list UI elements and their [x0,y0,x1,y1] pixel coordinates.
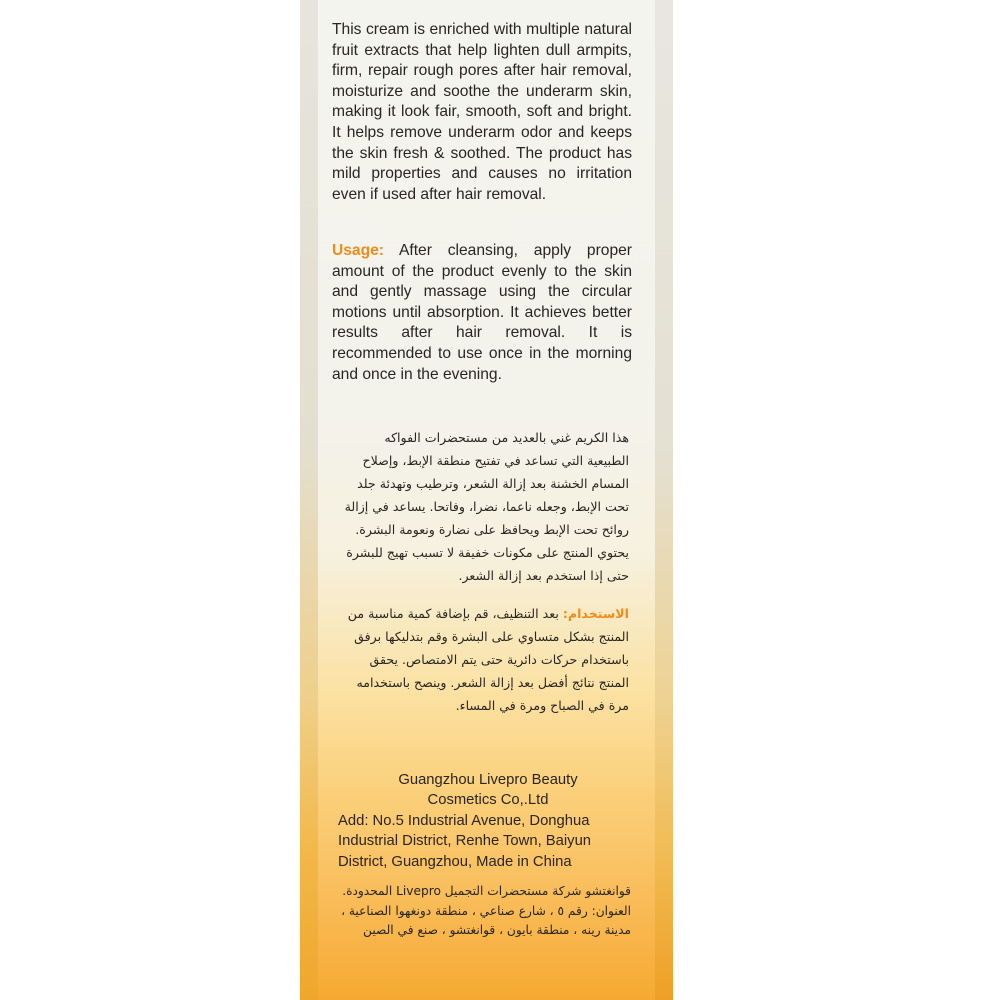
company-address-line: Add: No.5 Industrial Avenue, Donghua [338,812,590,829]
company-name-line2: Cosmetics Co,.Ltd [427,792,549,809]
company-address-line: District, Guangzhou, Made in China [338,853,572,870]
english-usage-text: After cleansing, apply proper amount of the product evenly to the skin and gently massage using the circular motions until absorption. It achieves better results after hair removal. It is recommended to use once in the morning and once in the evening. [332,242,632,383]
arabic-usage-label: الاستخدام: [562,606,629,621]
box-side-edge-right [655,0,673,1000]
arabic-usage [339,602,629,717]
box-side-edge-left [300,0,318,1000]
product-box-panel [318,0,655,1000]
english-description: This cream is enriched with multiple natural fruit extracts that help lighten dull armpits, firm, repair rough pores after hair removal, moisturize and soothe the underarm skin, making it look fair, smooth, soft and bright. It helps remove underarm odor and keeps the skin fresh & soothed. The product has mild properties and causes no irritation even if used after hair removal. [332,21,632,203]
company-info [338,770,638,872]
english-usage-label: Usage: [332,242,384,259]
arabic-usage-text: بعد التنظيف، قم بإضافة كمية مناسبة من المنتج بشكل متساوي على البشرة وقم بتدليكها برفق باستخدام حركات دائرية حتى يتم الامتصاص. يحقق المنتج نتائج أفضل بعد إزالة الشعر. وينصح باستخدامه مرة في الصباح ومرة في المساء. [347,606,629,713]
arabic-description: هذا الكريم غني بالعديد من مستحضرات الفواكه الطبيعية التي تساعد في تفتيح منطقة الإبط، وإصلاح المسام الخشنة بعد إزالة الشعر، وترطيب وتهدئة جلد تحت الإبط، وجعله ناعما، نضرا، وفاتحا. يساعد في إزالة روائح تحت الإبط ويحافظ على نضارة ونعومة البشرة. يحتوي المنتج على مكونات خفيفة لا تسبب تهيج للبشرة حتى إذا استخدم بعد إزالة الشعر. [344,430,629,583]
company-address-line: Industrial District, Renhe Town, Baiyun [338,833,592,850]
company-info-arabic: قوانغتشو شركة مستحضرات التجميل Livepro المحدودة. العنوان: رقم ٥ ، شارع صناعي ، منطقة دونغهوا الصناعية ، مدينة رينه ، منطقة بايون ، قوانغتشو ، صنع في الصين [341,884,631,937]
english-usage [332,241,632,385]
company-name-line1: Guangzhou Livepro Beauty [398,772,578,788]
